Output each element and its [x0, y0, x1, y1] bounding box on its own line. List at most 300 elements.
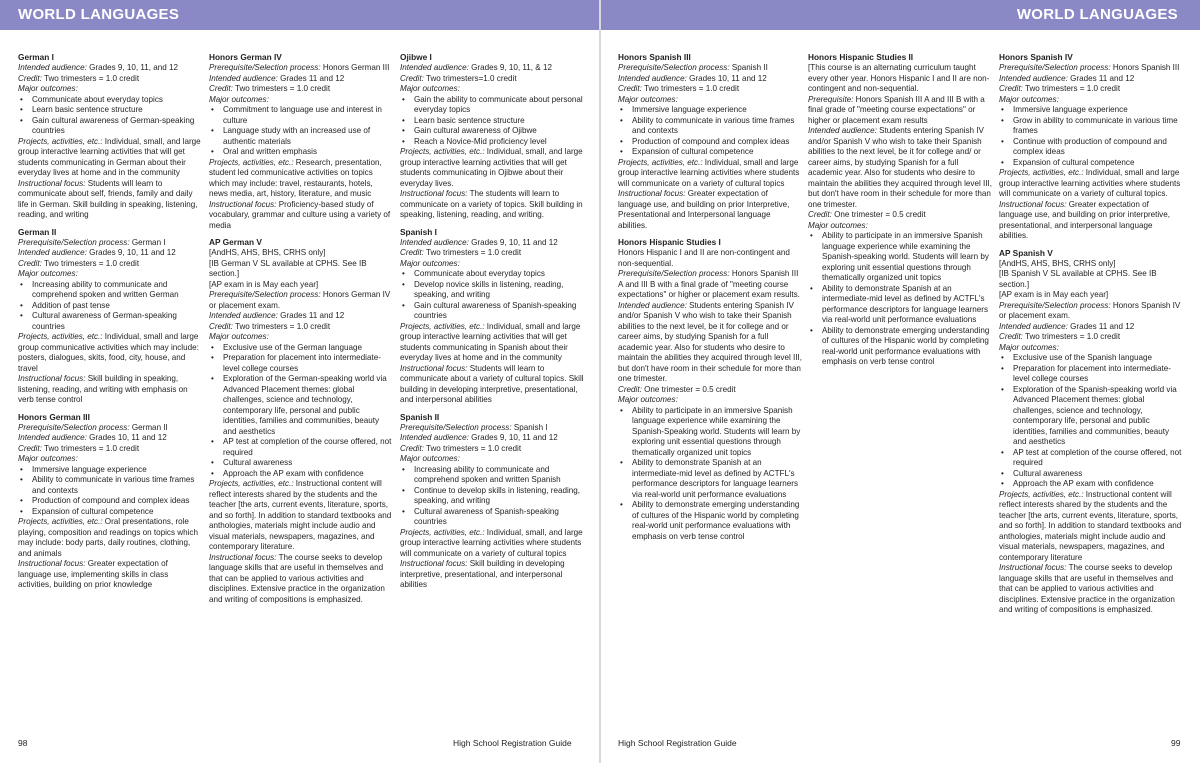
- course-detail: [999, 301, 1183, 322]
- field-label: Prerequisite/Selection process:: [18, 422, 130, 432]
- course-detail: [999, 74, 1183, 85]
- course-detail: [18, 259, 202, 270]
- course-title: German I: [18, 52, 54, 62]
- outcome-item: • Production of compound and complex ideas: [632, 137, 802, 148]
- column: [18, 52, 202, 597]
- outcome-item: • Reach a Novice-Mid proficiency level: [414, 137, 584, 148]
- field-value: [This course is an alternating curriculum taught every other year. Honors Hispanic I and II are non-contingent and non-sequential.: [808, 63, 990, 93]
- course-title: Spanish I: [400, 226, 437, 237]
- outcome-item: • Cultural awareness of German-speaking countries: [32, 311, 202, 332]
- course-detail: [18, 179, 202, 221]
- field-value: Individual, small, and large group interactive learning activities that will get students communicating in Ojibwe about their everyday lives.: [400, 147, 583, 188]
- outcome-item: • Gain cultural awareness of German-speaking countries: [32, 116, 202, 137]
- field-value: Two trimesters = 1.0 credit: [1022, 332, 1121, 341]
- field-value: Skill building in developing interpretive, presentational, and interpersonal abilities: [400, 559, 565, 589]
- field-value: Honors German III: [320, 63, 390, 72]
- field-value: Individual, small and large group interactive learning activities that will get students communicating in Spanish about their everyday lives at home and in the community: [400, 321, 581, 362]
- field-label: Projects, activities, etc.:: [999, 168, 1084, 177]
- outcome-item: • Expansion of cultural competence: [632, 147, 802, 158]
- field-value: Grades 11 and 12: [277, 73, 345, 83]
- field-value: Grades 11 and 12: [1067, 73, 1135, 83]
- course-detail: [400, 559, 584, 591]
- course-entry: [999, 52, 1183, 242]
- page-number: 98: [18, 738, 28, 748]
- field-label: Prerequisite/Selection process:: [18, 237, 130, 247]
- outcome-item: • Ability to demonstrate Spanish at an intermediate-mid level as defined by ACTFL's performance descriptors for language learners via real-world unit performance evaluations: [822, 284, 992, 326]
- field-value: [AP exam in is May each year]: [209, 279, 319, 289]
- course-detail: [999, 269, 1183, 290]
- outcome-item: • Ability to participate in an immersive Spanish language experience while examining the Spanish-Speaking world. Students will learn by exploring unit essential questions through thematically organized unit topics: [632, 406, 802, 459]
- outcome-item: • Expansion of cultural competence: [32, 507, 202, 518]
- outcome-item: • Ability to demonstrate emerging understanding of cultures of the Hispanic world by completing real-world unit performance evaluations with emphasis on verb tense control: [632, 500, 802, 542]
- field-label: Intended audience:: [400, 433, 469, 442]
- column: [618, 52, 802, 548]
- field-label: Major outcomes:: [618, 94, 678, 104]
- course-detail: [18, 517, 202, 559]
- course-detail: [999, 343, 1183, 354]
- field-label: Intended audience:: [999, 321, 1068, 331]
- course-detail: [999, 322, 1183, 333]
- course-detail: [400, 423, 584, 434]
- field-label: Instructional focus:: [400, 363, 468, 373]
- outcome-item: • Exploration of the Spanish-speaking world via Advanced Placement themes: global challenges, science and technology, contemporary life, personal and public identities, families and communities, beauty and aesthetics: [1013, 385, 1183, 448]
- field-label: Projects, activities, etc.:: [18, 332, 103, 341]
- field-value: Students entering Spanish IV and/or Spanish V who wish to take their Spanish abilities to the next level, be it for college and or career aims, by studying Spanish for a full academic year. Also for students who desire to maintain the abilities they acquired through level III, but don't have room in their schedule for more than one trimester.: [618, 300, 803, 383]
- field-value: The course seeks to develop language skills that are useful in themselves and that can be applied to various activities and disciplines. Extensive practice in the organization and writing of compositions is emphasized.: [209, 552, 385, 604]
- course-detail: [400, 322, 584, 364]
- course-detail: [209, 259, 393, 280]
- field-value: Two trimesters = 1.0 credit: [1022, 84, 1121, 93]
- field-value: Students entering Spanish IV and/or Spanish V who wish to take their Spanish abilities to the next level, be it for college and/ or career aims, by studying Spanish for a full academic year. Also for students who desire to maintain the abilities they acquired through level III, but don't have room in their schedule for more than one trimester.: [808, 126, 993, 209]
- course-detail: [999, 63, 1183, 74]
- course-detail: [618, 158, 802, 190]
- course-detail: [999, 290, 1183, 301]
- field-label: Credit:: [400, 248, 424, 257]
- course-entry: [18, 227, 202, 406]
- course-detail: [18, 559, 202, 591]
- outcome-item: • Continue with production of compound and complex ideas: [1013, 137, 1183, 158]
- outcome-item: • Cultural awareness: [223, 458, 393, 469]
- course-entry: [618, 237, 802, 542]
- right-page: [601, 0, 1200, 763]
- course-detail: [18, 423, 202, 434]
- course-detail: [18, 332, 202, 374]
- outcome-item: • Communicate about everyday topics: [414, 269, 584, 280]
- course-detail: [999, 84, 1183, 95]
- course-title: Honors German IV: [209, 52, 282, 62]
- field-value: Proficiency-based study of vocabulary, grammar and culture using a variety of media: [209, 199, 391, 230]
- field-value: Greater expectation of language use, and building on prior Interpretive, Presentational and Interpersonal language abilities.: [618, 189, 790, 230]
- course-detail: [808, 95, 992, 127]
- course-detail: [209, 84, 393, 95]
- field-value: Two trimesters = 1.0 credit: [41, 258, 140, 268]
- course-detail: [18, 374, 202, 406]
- field-label: Prerequisite/Selection process:: [209, 63, 321, 72]
- course-detail: [400, 454, 584, 465]
- course-detail: [808, 126, 992, 210]
- field-label: Prerequisite/Selection process:: [400, 422, 512, 432]
- field-label: Prerequisite:: [808, 94, 854, 104]
- course-detail: [618, 301, 802, 385]
- field-value: Grades 9, 10, 11 and 12: [86, 248, 176, 257]
- course-detail: [618, 84, 802, 95]
- field-label: Intended audience:: [999, 73, 1068, 83]
- column: [808, 52, 992, 374]
- course-title: Honors Hispanic Studies II: [808, 52, 914, 62]
- course-detail: [999, 168, 1183, 200]
- field-label: Credit:: [18, 258, 42, 268]
- course-title: German II: [18, 226, 57, 237]
- course-entry: [400, 52, 584, 221]
- course-detail: [400, 189, 584, 221]
- outcome-item: • Communicate about everyday topics: [32, 95, 202, 106]
- field-label: Major outcomes:: [400, 84, 460, 93]
- course-detail: [400, 528, 584, 560]
- field-label: Major outcomes:: [209, 332, 269, 341]
- field-value: Grades 11 and 12: [277, 311, 345, 320]
- course-detail: [400, 248, 584, 259]
- footer-title: High School Registration Guide: [453, 738, 572, 748]
- field-value: Grades 9, 10, 11 and 12: [468, 433, 558, 442]
- field-label: Instructional focus:: [209, 552, 277, 562]
- outcomes-list: [999, 105, 1183, 168]
- course-detail: [618, 189, 802, 231]
- field-value: Two trimesters = 1.0 credit: [641, 84, 740, 93]
- course-detail: [18, 84, 202, 95]
- field-label: Instructional focus:: [18, 374, 86, 383]
- field-label: Instructional focus:: [18, 559, 86, 568]
- field-value: Grades 10, 11 and 12: [86, 433, 167, 442]
- outcome-item: • Language study with an increased use of authentic materials: [223, 126, 393, 147]
- outcome-item: • Ability to demonstrate Spanish at an intermediate-mid level as defined by ACTFL's performance descriptors for language learners via real-world unit performance evaluations: [632, 458, 802, 500]
- field-label: Credit:: [18, 73, 42, 83]
- field-label: Projects, activities, etc.:: [618, 157, 703, 167]
- field-label: Intended audience:: [209, 311, 278, 320]
- field-value: Two trimesters = 1.0 credit: [41, 73, 140, 83]
- course-detail: [18, 269, 202, 280]
- course-title: Honors Spanish III: [618, 52, 691, 62]
- field-value: Students will learn to communicate about self, friends, family and daily life in German. Skill building in speaking, listening, reading, and writing: [18, 178, 198, 219]
- course-detail: [400, 259, 584, 270]
- field-label: Major outcomes:: [400, 258, 460, 268]
- course-title: Honors German III: [18, 411, 90, 422]
- outcome-item: • Exclusive use of the German language: [223, 343, 393, 354]
- course-detail: [209, 95, 393, 106]
- field-value: Individual, small, and large group interactive learning activities that will get students communicating in German about their everyday lives at home and in the community: [18, 136, 201, 177]
- course-detail: [18, 433, 202, 444]
- field-value: German II: [129, 422, 168, 432]
- field-value: German I: [129, 237, 166, 247]
- course-detail: [18, 63, 202, 74]
- outcome-item: • Increasing ability to communicate and comprehend spoken and written German: [32, 280, 202, 301]
- field-value: Spanish I: [511, 422, 548, 432]
- course-detail: [18, 238, 202, 249]
- outcome-item: • AP test at completion of the course offered, not required: [1013, 448, 1183, 469]
- field-value: [AndHS, AHS, BHS, CRHS only]: [209, 248, 326, 257]
- course-detail: [209, 553, 393, 606]
- course-detail: [18, 444, 202, 455]
- outcome-item: • Gain cultural awareness of Spanish-speaking countries: [414, 301, 584, 322]
- field-value: Research, presentation, student led communicative activities on topics which may include: travel, restaurants, hotels, news media, art, history, literature, and music: [209, 157, 382, 198]
- outcome-item: • Learn basic sentence structure: [414, 116, 584, 127]
- outcome-item: • Oral and written emphasis: [223, 147, 393, 158]
- field-value: Individual, small, and large group interactive learning activities where students will communicate on a variety of cultural topics: [400, 527, 583, 558]
- field-label: Credit:: [18, 443, 42, 453]
- field-value: Individual, small and large group interactive learning activities where students will communicate on a variety of cultural topics: [618, 157, 800, 188]
- field-label: Projects, activities, etc.:: [209, 157, 294, 167]
- field-value: Spanish II: [729, 63, 768, 72]
- column: [400, 52, 584, 597]
- column: [209, 52, 393, 611]
- field-label: Credit:: [618, 84, 642, 93]
- field-label: Projects, activities, etc.:: [209, 479, 294, 488]
- field-value: The students will learn to communicate on a variety of topics. Skill building in speaking, listening, reading, and writing.: [400, 189, 583, 219]
- outcome-item: • Expansion of cultural competence: [1013, 158, 1183, 169]
- section-banner: WORLD LANGUAGES: [601, 0, 1200, 30]
- field-value: One trimester = 0.5 credit: [831, 210, 926, 219]
- course-detail: [808, 63, 992, 95]
- course-detail: [209, 311, 393, 322]
- field-label: Instructional focus:: [999, 563, 1067, 572]
- field-label: Major outcomes:: [18, 454, 78, 463]
- course-title: Ojibwe I: [400, 52, 432, 62]
- outcome-item: • Preparation for placement into intermediate-level college courses: [1013, 364, 1183, 385]
- outcome-item: • Increasing ability to communicate and comprehend spoken and written Spanish: [414, 465, 584, 486]
- outcomes-list: [18, 280, 202, 333]
- field-value: [IB German V SL available at CPHS. See IB section.]: [209, 258, 367, 278]
- outcome-item: • Immersive language experience: [632, 105, 802, 116]
- course-detail: [400, 74, 584, 85]
- field-label: Intended audience:: [808, 126, 877, 135]
- course-detail: [999, 490, 1183, 564]
- field-value: Honors Hispanic I and II are non-contingent and non-sequential.: [618, 248, 790, 268]
- outcome-item: • Develop novice skills in listening, reading, speaking, and writing: [414, 280, 584, 301]
- outcome-item: • Preparation for placement into intermediate-level college courses: [223, 353, 393, 374]
- field-value: Honors German IV or placement exam.: [209, 290, 391, 310]
- course-detail: [999, 332, 1183, 343]
- course-detail: [209, 332, 393, 343]
- course-title: Honors Spanish IV: [999, 52, 1073, 62]
- course-detail: [209, 74, 393, 85]
- outcomes-list: [18, 95, 202, 137]
- field-value: Honors Spanish III A and III B with a final grade of "meeting course expectations" or higher or placement exam results.: [618, 269, 800, 299]
- course-detail: [209, 322, 393, 333]
- field-label: Prerequisite/Selection process:: [999, 63, 1111, 72]
- field-label: Prerequisite/Selection process:: [999, 300, 1111, 310]
- field-label: Instructional focus:: [618, 189, 686, 198]
- course-detail: [209, 158, 393, 200]
- field-label: Projects, activities, etc.:: [400, 527, 485, 537]
- course-detail: [18, 454, 202, 465]
- course-detail: [18, 74, 202, 85]
- field-label: Major outcomes:: [209, 94, 269, 104]
- field-value: Individual, small and large group communicative activities which may include: posters, dialogues, skits, food, city, house, and travel: [18, 332, 199, 373]
- field-value: Grades 11 and 12: [1067, 321, 1135, 331]
- course-detail: [999, 200, 1183, 242]
- course-entry: [618, 52, 802, 231]
- field-label: Instructional focus:: [400, 559, 468, 568]
- course-detail: [209, 63, 393, 74]
- field-label: Major outcomes:: [999, 342, 1059, 352]
- course-detail: [400, 84, 584, 95]
- outcome-item: • Production of compound and complex ideas: [32, 496, 202, 507]
- field-value: [AndHS, AHS, BHS, CRHS only]: [999, 258, 1116, 268]
- field-label: Credit:: [400, 73, 424, 83]
- course-detail: [400, 238, 584, 249]
- outcome-item: • Grow in ability to communicate in various time frames: [1013, 116, 1183, 137]
- field-value: Honors Spanish IV or placement exam.: [999, 300, 1181, 320]
- field-label: Credit:: [999, 332, 1023, 341]
- field-label: Major outcomes:: [400, 454, 460, 463]
- field-value: Two trimesters=1.0 credit: [423, 73, 517, 83]
- course-title: AP Spanish V: [999, 247, 1053, 258]
- field-label: Projects, activities, etc.:: [400, 147, 485, 156]
- page-number: 99: [1171, 738, 1181, 748]
- field-label: Projects, activities, etc.:: [18, 517, 103, 526]
- outcome-item: • Continue to develop skills in listening, reading, speaking, and writing: [414, 486, 584, 507]
- course-title: Honors Hispanic Studies I: [618, 237, 721, 247]
- field-label: Prerequisite/Selection process:: [618, 63, 730, 72]
- outcome-item: • Approach the AP exam with confidence: [223, 469, 393, 480]
- course-detail: [209, 290, 393, 311]
- outcomes-list: [808, 231, 992, 368]
- field-label: Intended audience:: [209, 73, 278, 83]
- course-detail: [209, 280, 393, 291]
- course-entry: [209, 237, 393, 605]
- course-title: AP German V: [209, 237, 262, 247]
- outcomes-list: [209, 343, 393, 480]
- field-label: Intended audience:: [618, 73, 687, 83]
- field-label: Projects, activities, etc.:: [999, 489, 1084, 499]
- field-label: Instructional focus:: [400, 189, 468, 198]
- field-value: The course seeks to develop language skills that are useful in themselves and that can be applied to various activities and disciplines. Extensive practice in the organization and writing of compositions is emphasized.: [999, 563, 1175, 614]
- field-value: Greater expectation of language use, implementing skills in class activities, building on prior knowledge: [18, 559, 169, 589]
- field-label: Prerequisite/Selection process:: [209, 290, 321, 299]
- course-detail: [18, 248, 202, 259]
- field-value: Grades 9, 10, 11 and 12: [468, 237, 558, 247]
- outcome-item: • Addition of past tense: [32, 301, 202, 312]
- field-value: One trimester = 0.5 credit: [641, 384, 736, 394]
- outcome-item: • Learn basic sentence structure: [32, 105, 202, 116]
- field-label: Major outcomes:: [618, 395, 678, 404]
- outcome-item: • Ability to communicate in various time frames and contexts: [632, 116, 802, 137]
- field-label: Prerequisite/Selection process:: [618, 269, 730, 278]
- field-value: Two trimesters = 1.0 credit: [232, 84, 331, 93]
- field-value: [AP exam is in May each year]: [999, 290, 1109, 299]
- outcome-item: • Approach the AP exam with confidence: [1013, 479, 1183, 490]
- outcomes-list: [618, 406, 802, 543]
- field-value: Greater expectation of language use, and building on prior interpretive, presentational, and interpersonal language abilities.: [999, 199, 1170, 240]
- field-label: Credit:: [400, 443, 424, 453]
- field-value: Grades 9, 10, 11, and 12: [86, 63, 179, 72]
- field-value: Two trimesters = 1.0 credit: [41, 443, 140, 453]
- outcome-item: • Immersive language experience: [1013, 105, 1183, 116]
- field-label: Instructional focus:: [209, 199, 277, 209]
- course-entry: [209, 52, 393, 231]
- column: [999, 52, 1183, 622]
- outcome-item: • Immersive language experience: [32, 465, 202, 476]
- field-label: Credit:: [808, 210, 832, 219]
- field-label: Major outcomes:: [18, 84, 78, 93]
- field-label: Credit:: [209, 84, 233, 93]
- course-entry: [400, 227, 584, 406]
- outcomes-list: [18, 465, 202, 518]
- field-value: Honors Spanish III A and III B with a final grade of "meeting course expectations" or higher or placement exam results: [808, 94, 985, 125]
- course-title: Spanish II: [400, 411, 440, 422]
- field-label: Projects, activities, etc.:: [400, 321, 485, 331]
- course-detail: [999, 563, 1183, 616]
- field-value: Honors Spanish III: [1110, 63, 1180, 72]
- field-label: Credit:: [618, 384, 642, 394]
- left-page: [0, 0, 599, 763]
- course-detail: [999, 95, 1183, 106]
- outcome-item: • Exclusive use of the Spanish language: [1013, 353, 1183, 364]
- outcomes-list: [999, 353, 1183, 490]
- course-detail: [618, 269, 802, 301]
- section-banner: WORLD LANGUAGES: [0, 0, 599, 30]
- outcomes-list: [618, 105, 802, 158]
- field-value: [IB Spanish V SL available at CPHS. See IB section.]: [999, 269, 1157, 289]
- course-detail: [209, 479, 393, 553]
- course-entry: [808, 52, 992, 368]
- outcome-item: • Cultural awareness: [1013, 469, 1183, 480]
- field-label: Intended audience:: [18, 63, 87, 72]
- course-entry: [18, 412, 202, 591]
- field-label: Instructional focus:: [18, 178, 86, 188]
- course-detail: [209, 200, 393, 232]
- field-value: Instructional content will reflect interests shared by the students and the teacher [the arts, current events, literature, sports, and so forth]. In addition to standard textbooks and anthologies, materials might include audio and visual materials, newspapers, magazines, and contemporary literature: [999, 489, 1182, 562]
- course-detail: [999, 259, 1183, 270]
- field-value: Grades 9, 10, 11, & 12: [468, 63, 552, 72]
- course-detail: [618, 95, 802, 106]
- field-label: Intended audience:: [18, 433, 87, 442]
- course-detail: [400, 364, 584, 406]
- field-value: Oral presentations, role playing, composition and readings on topics which may include: body parts, daily routines, clothing, and animals: [18, 517, 198, 558]
- outcomes-list: [400, 269, 584, 322]
- course-detail: [618, 63, 802, 74]
- outcomes-list: [400, 465, 584, 528]
- course-entry: [999, 248, 1183, 616]
- field-label: Major outcomes:: [808, 220, 868, 230]
- field-label: Projects, activities, etc.:: [18, 136, 103, 146]
- outcomes-list: [209, 105, 393, 158]
- field-value: Two trimesters = 1.0 credit: [423, 248, 522, 257]
- course-entry: [400, 412, 584, 591]
- field-value: Two trimesters = 1.0 credit: [232, 321, 331, 331]
- outcome-item: • Ability to communicate in various time frames and contexts: [32, 475, 202, 496]
- course-detail: [808, 210, 992, 221]
- outcome-item: • Ability to demonstrate emerging understanding of cultures of the Hispanic world by completing real-world unit performance evaluations with emphasis on verb tense control: [822, 326, 992, 368]
- outcome-item: • AP test at completion of the course offered, not required: [223, 437, 393, 458]
- course-detail: [209, 248, 393, 259]
- field-value: Individual, small and large group interactive learning activities where students will communicate on a variety of cultural topics.: [999, 168, 1181, 198]
- field-value: Instructional content will reflect interests shared by the students and the teacher [the arts, current events, literature, sports, and so forth]. In addition to standard textbooks and anthologies, materials might include audio and visual materials, newspapers, magazines, and contemporary literature.: [209, 479, 392, 551]
- field-label: Intended audience:: [400, 237, 469, 247]
- outcome-item: • Gain the ability to communicate about personal everyday topics: [414, 95, 584, 116]
- field-label: Intended audience:: [618, 300, 687, 310]
- field-label: Major outcomes:: [999, 94, 1059, 104]
- course-detail: [618, 248, 802, 269]
- course-detail: [400, 444, 584, 455]
- outcome-item: • Cultural awareness of Spanish-speaking countries: [414, 507, 584, 528]
- course-detail: [400, 147, 584, 189]
- field-label: Credit:: [209, 321, 233, 331]
- footer-title: High School Registration Guide: [618, 738, 737, 748]
- field-label: Credit:: [999, 84, 1023, 93]
- field-value: Skill building in speaking, listening, reading, and writing with emphasis on verb tense control: [18, 374, 188, 404]
- course-detail: [808, 221, 992, 232]
- outcome-item: • Commitment to language use and interest in culture: [223, 105, 393, 126]
